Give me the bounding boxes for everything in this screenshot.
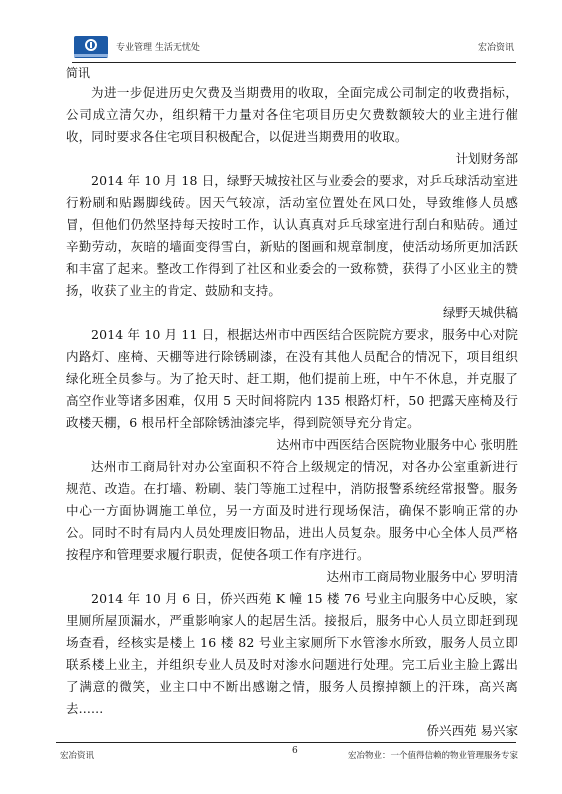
article-signature: 达州市中西医结合医院物业服务中心 张明胜 xyxy=(276,437,518,452)
footer-divider xyxy=(56,742,516,743)
header-slogan: 专业管理 生活无忧处 xyxy=(116,43,200,53)
article-signature: 侨兴西苑 易兴家 xyxy=(426,723,518,738)
article-paragraph: 为进一步促进历史欠费及当期费用的收取，全面完成公司制定的收费指标，公司成立清欠办，组织精干力量对各住宅项目历史欠费数额较大的业主进行催收，同时要求各住宅项目积极配合，以促进当期费用的收取。 xyxy=(66,85,518,144)
page-footer xyxy=(60,746,518,760)
article-paragraph: 2014 年 10 月 6 日，侨兴西苑 K 幢 15 楼 76 号业主向服务中心反映，家里厕所屋顶漏水，严重影响家人的起居生活。接报后，服务中心人员立即赶到现场查看，经核实是楼上 16 楼 82 号业主家厕所下水管渗水所致，服务人员立即联系楼上业主，并组织专业人员及时对渗水问题进行处理。完工后业主脸上露出了满意的微笑，业主口中不断出感谢之情，服务人员擦掉额上的汗珠，高兴离去...... xyxy=(66,591,518,716)
main-content xyxy=(66,64,518,742)
section-title: 简讯 xyxy=(66,66,91,80)
article-signature: 绿野天城供稿 xyxy=(442,305,518,320)
article-collection xyxy=(66,82,518,742)
footer-tagline: 宏冶物业：一个值得信赖的物业管理服务专家 xyxy=(347,751,518,761)
article-signature: 达州市工商局物业服务中心 罗明清 xyxy=(326,569,518,584)
article-signature: 计划财务部 xyxy=(455,151,518,166)
company-logo xyxy=(74,36,108,58)
header-divider xyxy=(72,62,516,63)
page-number: 6 xyxy=(292,746,298,756)
page-header xyxy=(72,32,516,62)
header-publication-name: 宏冶资讯 xyxy=(477,43,514,53)
article-paragraph: 2014 年 10 月 11 日，根据达州市中西医结合医院院方要求，服务中心对院内路灯、座椅、天棚等进行除锈刷漆，在没有其他人员配合的情况下，项目组织绿化班全员参与。为了抢天时、赶工期，他们提前上班，中午不休息，并克服了高空作业等诸多困难，仅用 5 天时间将院内 135 根路灯杆，50 把露天座椅及行政楼天棚，6 根吊杆全部除锈油漆完毕，得到院领导充分肯定。 xyxy=(66,327,518,430)
article-paragraph: 达州市工商局针对办公室面积不符合上级规定的情况，对各办公室重新进行规范、改造。在打墙、粉刷、装门等施工过程中，消防报警系统经常报警。服务中心一方面协调施工单位，另一方面及时进行现场保洁，确保不影响正常的办公。同时不时有局内人员处理废旧物品，进出人员复杂。服务中心全体人员严格按程序和管理要求履行职责，促使各项工作有序进行。 xyxy=(66,459,518,562)
article-paragraph: 2014 年 10 月 18 日，绿野天城按社区与业委会的要求，对乒乓球活动室进行粉刷和贴踢脚线砖。因天气较凉，活动室位置处在风口处，导致维修人员感冒，但他们仍然坚持每天按时工作，认认真真对乒乓球室进行刮白和贴砖。通过辛勤劳动，灰暗的墙面变得雪白，新贴的图画和规章制度，使活动场所更加活跃和丰富了起来。整改工作得到了社区和业委会的一致称赞，获得了小区业主的赞扬，收获了业主的肯定、鼓励和支持。 xyxy=(66,173,518,298)
footer-publication-name: 宏冶资讯 xyxy=(60,751,95,761)
